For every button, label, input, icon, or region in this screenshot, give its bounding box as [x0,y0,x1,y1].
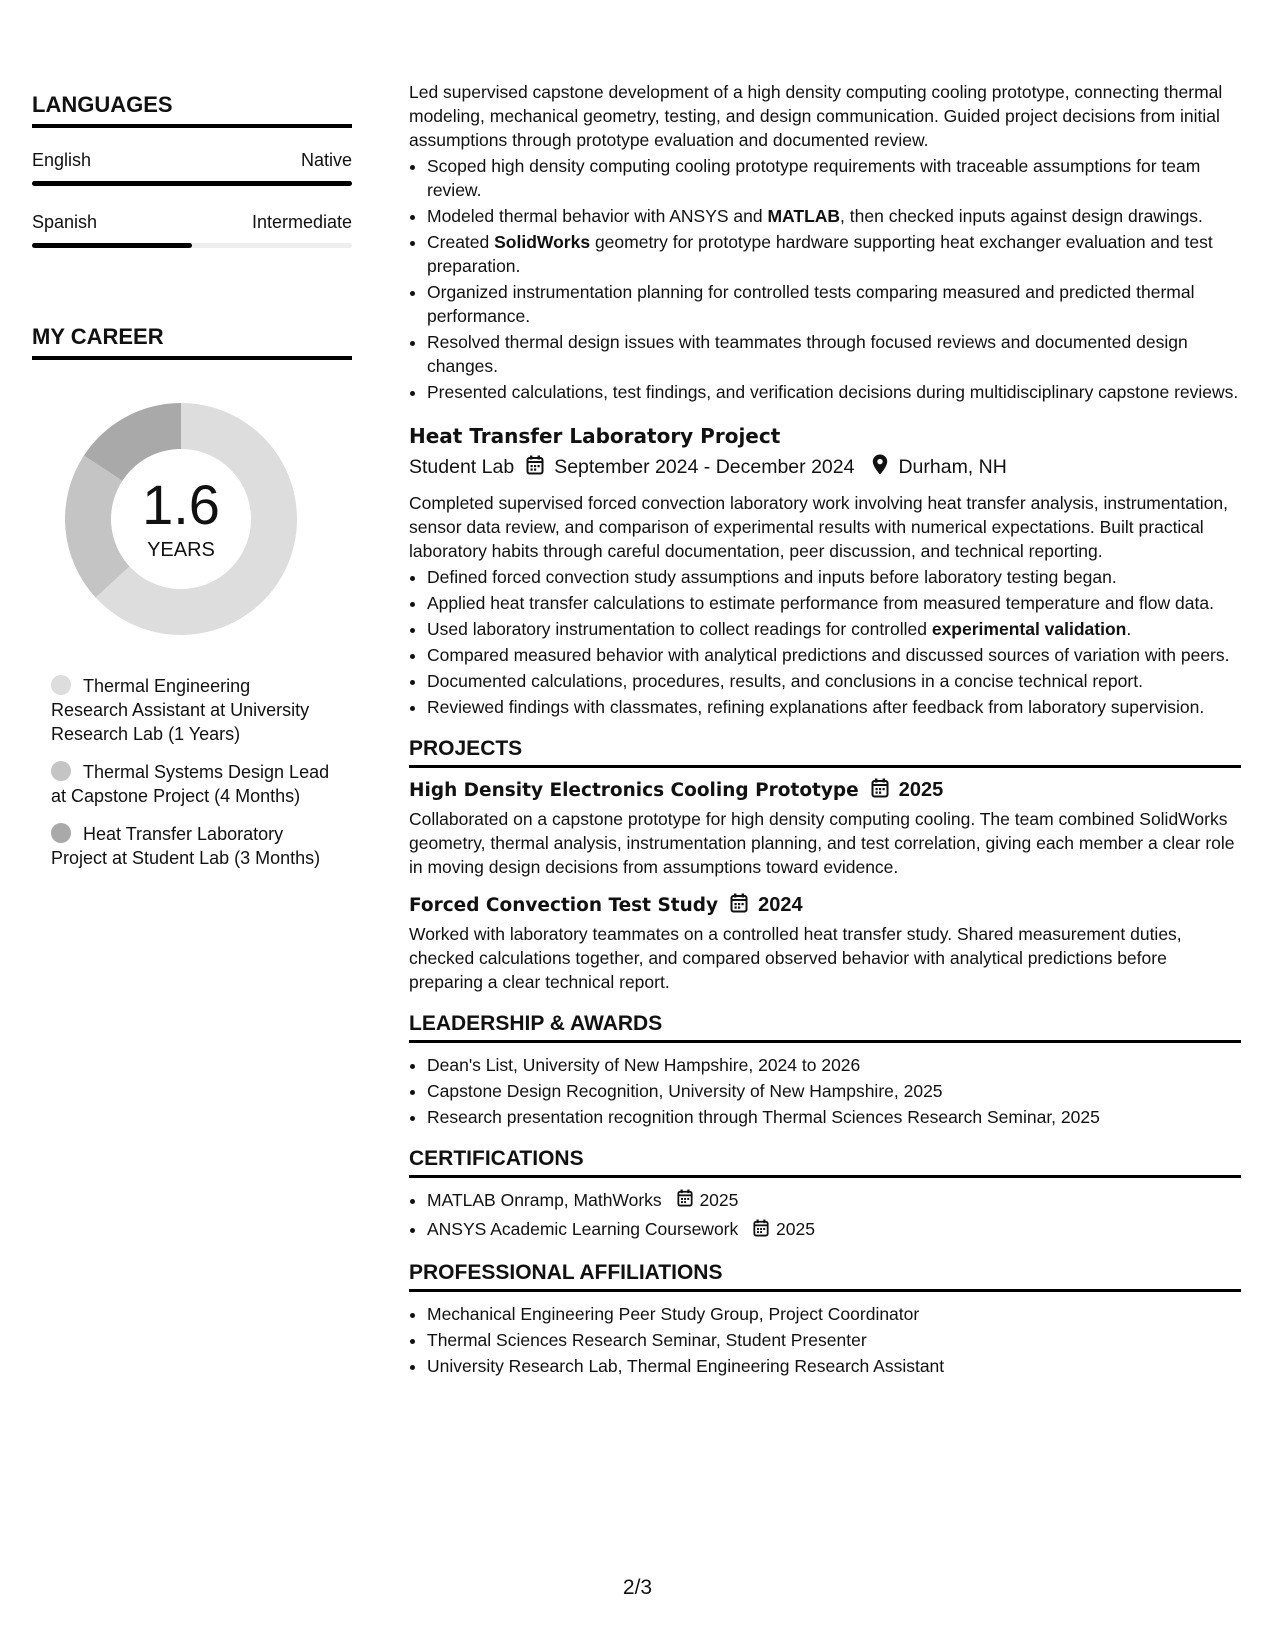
certification-item [427,1188,1241,1213]
job-entry [409,424,1241,719]
project-item [409,778,1241,879]
calendar-icon [753,1219,769,1243]
affiliation-item: • University Research Lab, Thermal Engineering Research Assistant [427,1354,1241,1378]
language-proficiency-fill [32,181,352,186]
legend-item [51,822,331,870]
project-description: Worked with laboratory teammates on a controlled heat transfer study. Shared measurement duties, checked calculations together, and compared observed behavior with analytical predictions before preparing a clear technical report. [409,924,1182,992]
language-proficiency-bar [32,243,352,248]
legend-label: Heat Transfer Laboratory Project at Student Lab (3 Months) [51,824,321,868]
language-level: Intermediate [251,212,352,232]
projects-heading: PROJECTS [409,737,1241,768]
calendar-icon [677,1189,693,1213]
job-summary: Completed supervised forced convection laboratory work involving heat transfer analysis, instrumentation, sensor data review, and comparison of experimental results with numerical expectations. Built practical laboratory habits through careful documentation, peer discussion, and technical reporting. [409,493,1229,561]
bullet-item: • Documented calculations, procedures, results, and conclusions in a concise technical report. [427,669,1241,693]
career-donut-chart [56,394,306,644]
projects-section [409,737,1241,994]
certification-item [427,1217,1241,1242]
legend-item [51,674,331,746]
certifications-heading: CERTIFICATIONS [409,1147,1241,1178]
award-item: • Capstone Design Recognition, University of New Hampshire, 2025 [427,1079,1241,1103]
career-section [32,324,352,870]
legend-swatch [51,761,71,781]
project-item [409,893,1241,994]
affiliations-list [409,1302,1241,1378]
affiliation-item: • Mechanical Engineering Peer Study Group, Project Coordinator [427,1302,1241,1326]
calendar-icon [730,893,748,918]
certification-name: ANSYS Academic Learning Coursework [427,1219,739,1240]
career-heading: MY CAREER [32,324,352,360]
languages-section [32,92,352,248]
job-company: Student Lab [409,456,515,478]
language-item [32,212,352,248]
calendar-icon [526,455,544,481]
job-title: Heat Transfer Laboratory Project [409,424,781,448]
legend-swatch [51,823,71,843]
bullet-item: • Compared measured behavior with analytical predictions and discussed sources of variation with peers. [427,643,1241,667]
intro-bullets [409,154,1241,404]
project-title: Forced Convection Test Study [409,895,719,916]
bullet-item: • Created SolidWorks geometry for prototype hardware supporting heat exchanger evaluation and test preparation. [427,230,1241,278]
affiliations-heading: PROFESSIONAL AFFILIATIONS [409,1261,1241,1292]
language-item [32,150,352,186]
award-item: • Dean's List, University of New Hampshire, 2024 to 2026 [427,1053,1241,1077]
job-bullets [409,565,1241,719]
project-description: Collaborated on a capstone prototype for high density computing cooling. The team combined SolidWorks geometry, thermal analysis, instrumentation planning, and test correlation, giving each member a clear role in moving design decisions from assumptions toward evidence. [409,809,1235,877]
affiliations-section [409,1261,1241,1378]
intro-paragraph: Led supervised capstone development of a high density computing cooling prototype, connecting thermal modeling, mechanical geometry, testing, and design communication. Guided project decisions from initial assumptions through prototype evaluation and documented review. [409,82,1223,150]
award-item: • Research presentation recognition through Thermal Sciences Research Seminar, 2025 [427,1105,1241,1129]
job-location: Durham, NH [898,456,1007,478]
page-number: 2/3 [622,1576,653,1599]
affiliation-item: • Thermal Sciences Research Seminar, Student Presenter [427,1328,1241,1352]
certifications-section [409,1147,1241,1243]
career-total-value: 1.6 [142,472,220,536]
bullet-item: • Reviewed findings with classmates, refining explanations after feedback from laboratory supervision. [427,695,1241,719]
calendar-icon [871,778,889,803]
job-dates: September 2024 - December 2024 [554,456,855,478]
languages-heading: LANGUAGES [32,92,352,128]
job-meta [409,454,1241,481]
awards-list [409,1053,1241,1129]
project-year: 2025 [898,779,944,801]
map-pin-icon [872,454,888,481]
certification-year: 2025 [776,1219,815,1240]
bullet-item: • Used laboratory instrumentation to collect readings for controlled experimental validation. [427,617,1241,641]
language-proficiency-bar [32,181,352,186]
legend-label: Thermal Systems Design Lead at Capstone Project (4 Months) [51,762,330,806]
career-total-unit: YEARS [147,538,215,561]
main-content [409,80,1241,1380]
bullet-item: • Resolved thermal design issues with teammates through focused reviews and documented design changes. [427,330,1241,378]
language-name: Spanish [32,212,98,232]
language-proficiency-fill [32,243,192,248]
career-legend [51,674,331,870]
bullet-item: • Modeled thermal behavior with ANSYS and MATLAB, then checked inputs against design drawings. [427,204,1241,228]
project-year: 2024 [758,894,803,916]
certification-name: MATLAB Onramp, MathWorks [427,1190,662,1210]
legend-label: Thermal Engineering Research Assistant at University Research Lab (1 Years) [51,676,310,744]
bullet-item: • Defined forced convection study assumptions and inputs before laboratory testing began. [427,565,1241,589]
bullet-item: • Organized instrumentation planning for controlled tests comparing measured and predicted thermal performance. [427,280,1241,328]
certification-year: 2025 [699,1190,739,1210]
awards-heading: LEADERSHIP & AWARDS [409,1012,1241,1043]
language-name: English [32,150,92,170]
certifications-list [409,1188,1241,1243]
sidebar [32,92,352,884]
project-title: High Density Electronics Cooling Prototype [409,780,859,801]
bullet-item: • Scoped high density computing cooling prototype requirements with traceable assumptions for team review. [427,154,1241,202]
bullet-item: • Applied heat transfer calculations to estimate performance from measured temperature and flow data. [427,591,1241,615]
language-level: Native [300,150,352,170]
bullet-item: • Presented calculations, test findings, and verification decisions during multidisciplinary capstone reviews. [427,380,1241,404]
legend-item [51,760,331,808]
awards-section [409,1012,1241,1129]
legend-swatch [51,675,71,695]
